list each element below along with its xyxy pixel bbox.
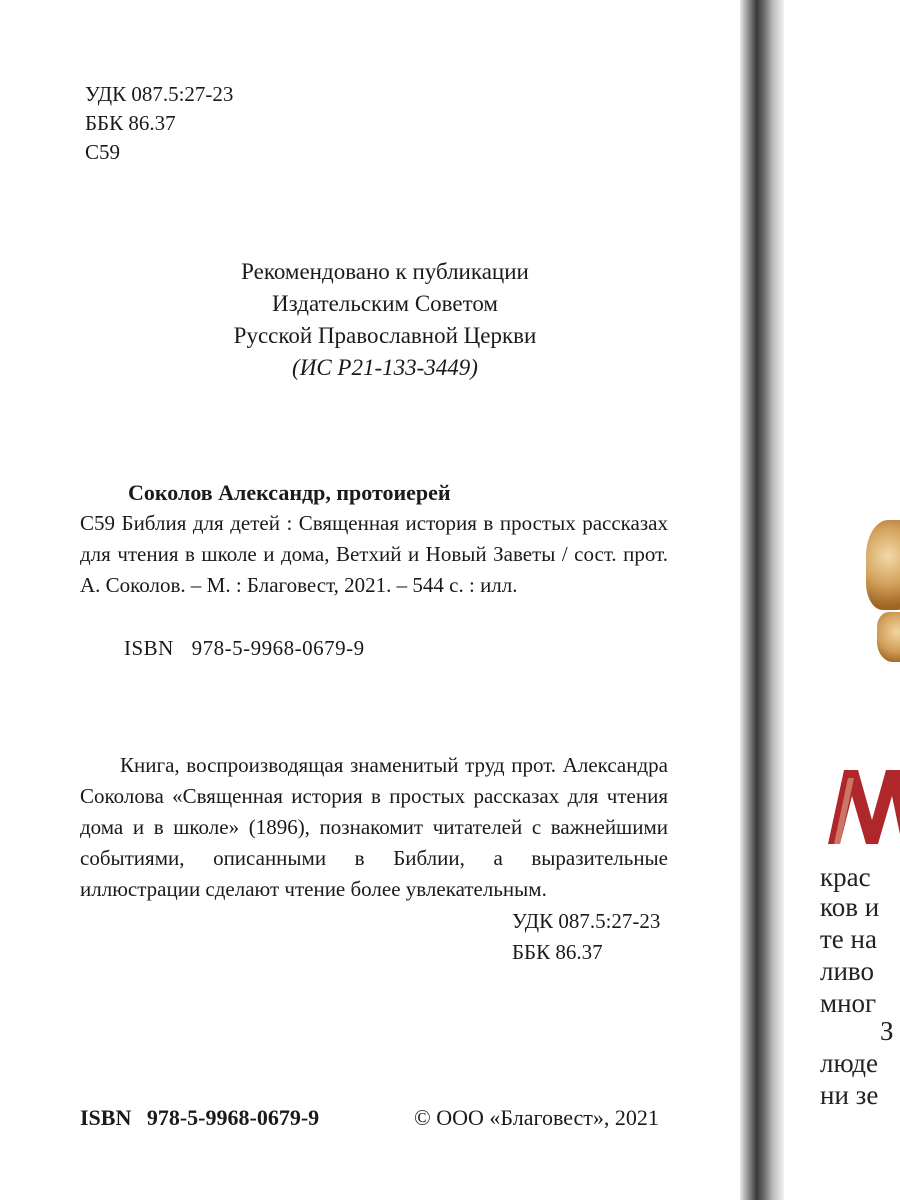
red-initial-letter-icon (824, 760, 900, 848)
right-page-line-6: З (880, 1016, 894, 1046)
annotation-bbk: ББК 86.37 (512, 940, 603, 964)
classification-block (85, 80, 233, 167)
right-page-line-5: мног (820, 988, 877, 1018)
bibliography-isbn (124, 634, 365, 663)
right-page-line-7: люде (820, 1048, 878, 1078)
isbn-number: 978-5-9968-0679-9 (191, 636, 365, 660)
annotation-udk: УДК 087.5:27-23 (512, 909, 661, 933)
right-page-line-3: те на (820, 924, 877, 954)
gold-ornament-small-icon (877, 612, 900, 662)
recommendation-line-1: Рекомендовано к публикации (241, 259, 529, 284)
recommendation-block (160, 256, 610, 384)
gold-ornament-icon (866, 520, 900, 610)
right-page-fragment (784, 0, 900, 1200)
right-page-line-8: ни зе (820, 1080, 879, 1110)
bibliography-entry: С59 Библия для детей : Священная история в простых рассказах для чтения в школе и дома, Ветхий и Новый Заветы / сост. прот. А. Соколов. – М. : Благовест, 2021. – 544 с. : илл. (80, 511, 668, 597)
isbn-label: ISBN (124, 636, 174, 660)
recommendation-line-2: Издательским Советом (272, 291, 498, 316)
footer-isbn (80, 1103, 319, 1132)
recommendation-line-3: Русской Православной Церкви (233, 323, 537, 348)
right-page-line-2: ков и (820, 892, 880, 922)
udk-code: УДК 087.5:27-23 (85, 82, 234, 106)
right-page-line-1: крас (820, 862, 871, 892)
bbk-code: ББК 86.37 (85, 111, 176, 135)
annotation-codes (512, 906, 660, 968)
recommendation-code: (ИС Р21-133-3449) (292, 355, 478, 380)
copyright-notice: © ООО «Благовест», 2021 (414, 1105, 659, 1130)
footer-isbn-number: 978-5-9968-0679-9 (146, 1105, 320, 1130)
right-page-line-4: ливо (820, 956, 874, 986)
book-spine-shadow (740, 0, 784, 1200)
footer-isbn-label: ISBN (80, 1105, 132, 1130)
annotation-text: Книга, воспроизводящая знаменитый труд прот. Александра Соколова «Священная история в простых рассказах для чтения дома и в школе» (1896), познакомит читателей с важнейшими событиями, описанными в Библии, а выразительные иллюстрации сделают чтение более увлекательным. (80, 753, 668, 901)
bibliography-author: Соколов Александр, протоиерей (128, 480, 451, 505)
author-mark: С59 (85, 140, 121, 164)
